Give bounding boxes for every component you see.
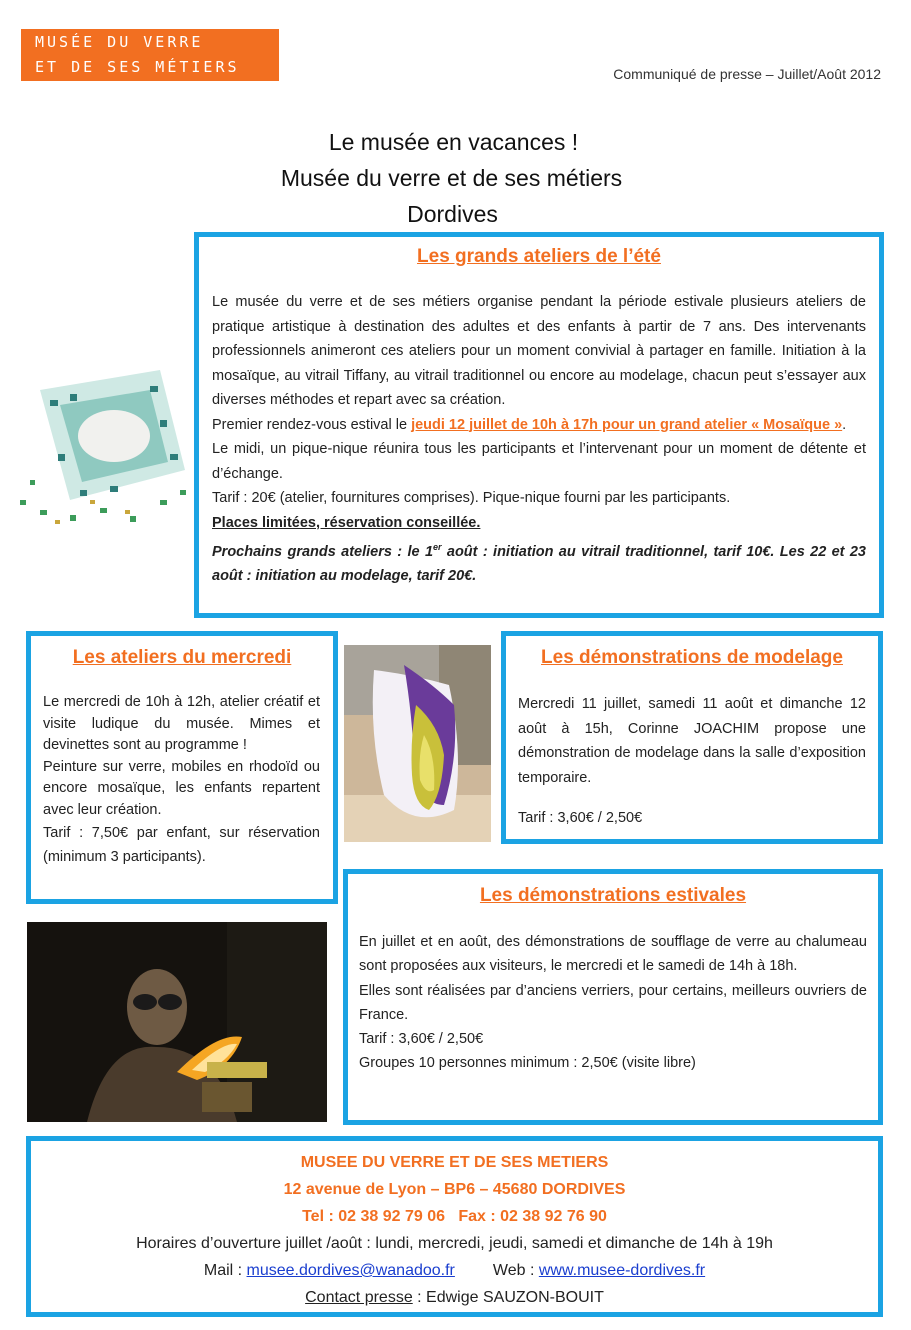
estivales-p4: Groupes 10 personnes minimum : 2,50€ (visite libre) [359, 1055, 696, 1072]
mercredi-body [43, 692, 320, 869]
grands-ateliers-body [212, 290, 866, 589]
footer-contact [31, 1284, 878, 1311]
p6-part-b: août : initiation au vitrail traditionnel, tarif 10€. Les 22 et 23 août : initiation au modelage, tarif 20€. [212, 543, 866, 585]
modelage-p1: Mercredi 11 juillet, samedi 11 août et dimanche 12 août à 15h, Corinne JOACHIM propose une démonstration de modelage dans la salle d’exposition temporaire. [518, 696, 866, 786]
contact-footer-box [26, 1136, 883, 1317]
mail-label: Mail : [203, 1262, 247, 1279]
grands-ateliers-p5: Places limitées, réservation conseillée. [212, 514, 481, 531]
mosaic-date-highlight: jeudi 12 juillet de 10h à 17h pour un grand atelier « Mosaïque » [411, 416, 843, 433]
estivales-p2: Elles sont réalisées par d’anciens verriers, pour certains, meilleurs ouvriers de France. [359, 982, 867, 1023]
p2-suffix: . [842, 416, 847, 433]
grands-ateliers-heading: Les grands ateliers de l’été [417, 246, 661, 267]
estivales-p3: Tarif : 3,60€ / 2,50€ [359, 1031, 484, 1048]
page-title [0, 124, 911, 232]
title-line-3: Dordives [407, 201, 498, 227]
modelage-box [501, 631, 883, 844]
title-line-1: Le musée en vacances ! [328, 129, 579, 155]
title-line-2: Musée du verre et de ses métiers [280, 165, 623, 191]
modelage-p2: Tarif : 3,60€ / 2,50€ [518, 810, 643, 826]
mercredi-p3: Tarif : 7,50€ par enfant, sur réservation (minimum 3 participants). [43, 825, 320, 865]
footer-address: 12 avenue de Lyon – BP6 – 45680 DORDIVES [283, 1181, 626, 1198]
mercredi-heading: Les ateliers du mercredi [72, 647, 292, 668]
web-link[interactable]: www.musee-dordives.fr [538, 1262, 706, 1279]
grands-ateliers-box [194, 232, 884, 618]
estivales-p1: En juillet et en août, des démonstrations de soufflage de verre au chalumeau sont proposées aux visiteurs, le mercredi et le samedi de 14h à 18h. [359, 934, 867, 975]
modelage-body [518, 692, 866, 831]
footer-hours: Horaires d’ouverture juillet /août : lundi, mercredi, jeudi, samedi et dimanche de 14h à 19h [136, 1235, 773, 1252]
web-label: Web : [492, 1262, 539, 1279]
p2-prefix: Premier rendez-vous estival le [212, 416, 412, 433]
mosaic-image [10, 350, 196, 530]
footer-links [31, 1257, 878, 1284]
modelage-heading: Les démonstrations de modelage [541, 647, 843, 668]
mercredi-p1: Le mercredi de 10h à 12h, atelier créatif et visite ludique du musée. Mimes et devinettes sont au programme ! [43, 694, 320, 753]
grands-ateliers-p6 [212, 535, 866, 589]
glassblowing-image [27, 922, 327, 1122]
mail-link[interactable]: musee.dordives@wanadoo.fr [246, 1262, 455, 1279]
mercredi-p2: Peinture sur verre, mobiles en rhodoïd ou encore mosaïque, les enfants repartent avec leur création. [43, 758, 320, 818]
grands-ateliers-p1: Le musée du verre et de ses métiers organise pendant la période estivale plusieurs ateliers de pratique artistique à destination des adultes et des enfants à partir de 7 ans. Des intervenants professionnels animeront ces ateliers pour un moment convivial à partager en famille. Initiation à la mosaïque, au vitrail Tiffany, au vitrail traditionnel ou encore au modelage, chacun peut s’essayer aux diverses méthodes et repart avec sa création. [212, 294, 866, 408]
mercredi-box [26, 631, 338, 904]
grands-ateliers-p3: Le midi, un pique-nique réunira tous les participants et l’intervenant pour un moment de détente et d’échange. [212, 441, 866, 482]
logo-line-1: MUSÉE DU VERRE [35, 33, 204, 51]
press-release-date: Communiqué de presse – Juillet/Août 2012 [613, 66, 881, 82]
footer-phone: Tel : 02 38 92 79 06 Fax : 02 38 92 76 90 [302, 1208, 607, 1225]
estivales-box [343, 869, 883, 1125]
contact-label: Contact presse [305, 1289, 413, 1306]
grands-ateliers-p4: Tarif : 20€ (atelier, fournitures comprises). Pique-nique fourni par les participants. [212, 490, 731, 506]
footer-museum-name: MUSEE DU VERRE ET DE SES METIERS [300, 1154, 609, 1171]
museum-logo [21, 29, 279, 81]
p6-part-a: Prochains grands ateliers : le 1 [212, 543, 434, 560]
contact-name: : Edwige SAUZON-BOUIT [412, 1289, 604, 1306]
estivales-heading: Les démonstrations estivales [479, 885, 747, 906]
grands-ateliers-p2 [212, 413, 866, 438]
logo-line-2: ET DE SES MÉTIERS [35, 58, 240, 76]
glass-vase-image [344, 645, 491, 842]
p6-sup: er [433, 542, 442, 552]
estivales-body [359, 930, 867, 1076]
